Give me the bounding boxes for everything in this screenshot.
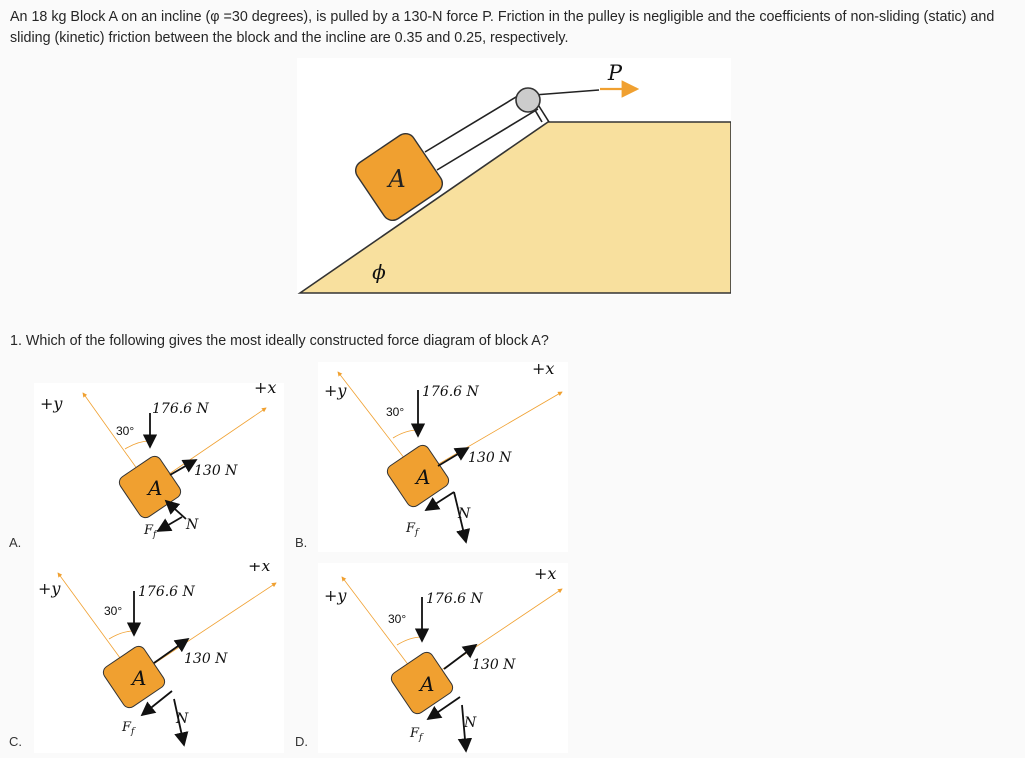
block-a-label: A [132,666,147,690]
y-axis-label: +y [324,381,347,400]
block-a-label: A [388,165,406,193]
problem-statement: An 18 kg Block A on an incline (φ =30 degrees), is pulled by a 130-N force P. Friction in the pulley is negligible and the coefficients of non-sliding (static) and sliding (kinetic) friction between the block and the incline are 0.35 and 0.25, respectively. [10,9,995,46]
option-b-diagram[interactable] [318,362,568,552]
friction-label: $F_f$ [144,523,157,540]
y-axis-label: +y [324,586,347,605]
friction-label: $F_f$ [122,720,135,737]
block-a-label: A [148,476,163,500]
x-axis-label: +x [254,383,277,397]
angle-label: 30° [386,405,405,419]
option-d-label[interactable]: D. [295,734,308,749]
y-axis-label: +y [38,579,61,598]
angle-label: 30° [116,424,135,438]
option-d-diagram[interactable] [318,563,568,753]
option-c-diagram[interactable] [34,563,284,753]
tension-label: 130 N [194,463,238,479]
option-c-label[interactable]: C. [9,734,22,749]
force-p-label: P [607,61,623,85]
block-a-label: A [420,672,435,696]
weight-label: 176.6 N [426,591,483,607]
option-b-label[interactable]: B. [295,535,308,550]
angle-phi-label: ϕ [372,260,386,284]
tension-label: 130 N [184,651,228,667]
option-a-label[interactable]: A. [9,535,22,550]
angle-label: 30° [388,612,407,626]
pulley-icon [516,88,540,112]
weight-label: 176.6 N [152,401,209,417]
incline-figure [297,58,731,295]
friction-label: $F_f$ [410,726,423,743]
tension-label: 130 N [468,450,512,466]
normal-label: N [458,506,471,522]
x-axis-label: +x [534,564,557,583]
x-axis-label: +x [532,362,555,378]
weight-label: 176.6 N [422,384,479,400]
weight-label: 176.6 N [138,584,195,600]
normal-label: N [176,711,189,727]
y-axis-label: +y [40,394,63,413]
option-a-diagram[interactable] [34,383,284,573]
question-text: 1. Which of the following gives the most ideally constructed force diagram of block A? [10,333,549,349]
angle-label: 30° [104,604,123,618]
x-axis-label: +x [248,563,271,575]
normal-label: N [186,517,199,533]
friction-label: $F_f$ [406,521,419,538]
normal-label: N [464,715,477,731]
tension-label: 130 N [472,657,516,673]
block-a-label: A [416,465,431,489]
